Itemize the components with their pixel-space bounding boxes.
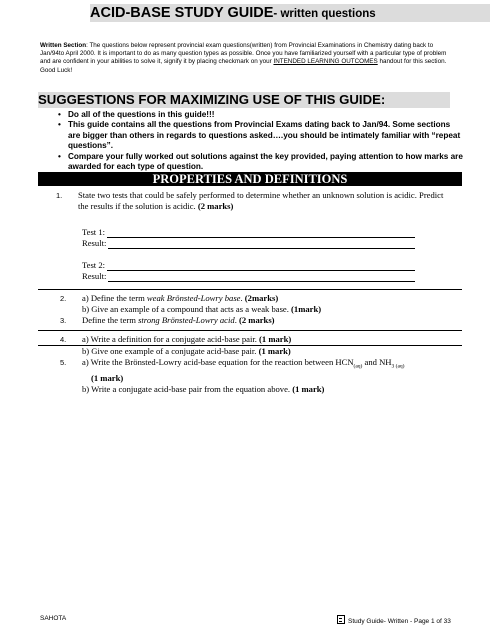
question-4b: b) Give one example of a conjugate acid-base pair. (1 mark) [82, 346, 291, 356]
intro-label: Written Section [40, 42, 87, 49]
result-1-row: Result: [82, 238, 415, 249]
intro-link[interactable]: INTENDED LEARNING OUTCOMES [273, 58, 378, 66]
page-title [90, 4, 490, 22]
list-item: • This guide contains all the questions from Provincial Exams dating back to Jan/94. Some sections are bigger than others in regards to questions asked….you should be intimately familiar with “repeat questions”. [58, 120, 461, 151]
question-3: 3. Define the term strong Brönsted-Lowry acid. (2 marks) [60, 315, 275, 325]
question-1-text: State two tests that could be safely performed to determine whether an unknown solution is acidic. Predict the results if the solution is acidic. [78, 190, 444, 211]
intro-text-1: : The questions below represent provincial exam questions(written) from Provincial Examinations in Chemistry dating back to Jan/94to April 2000. It is important to do as many question types as possible. Once you have familiarized yourself with a particular type of problem and are confident in your abilities to solve it, signify it by placing checkmark on your [40, 42, 447, 66]
question-number: 2. [60, 294, 67, 303]
suggestions-list [58, 110, 463, 172]
document-icon [337, 615, 345, 624]
question-1-marks: (2 marks) [197, 201, 234, 211]
result-1-answer-line[interactable] [108, 240, 415, 249]
test-1-row: Test 1: [82, 227, 415, 238]
question-4: 4. a) Write a definition for a conjugate acid-base pair. (1 mark) [60, 334, 292, 344]
list-item: • Do all of the questions in this guide!!! [58, 110, 215, 119]
title-main: ACID-BASE STUDY GUIDE [90, 5, 274, 21]
question-number: 4. [60, 335, 67, 344]
bullet-icon: • [58, 151, 61, 161]
footer-page-info: Study Guide- Written - Page 1 of 33 [337, 615, 451, 626]
test-2-row: Test 2: [82, 260, 415, 271]
question-number: 5. [60, 358, 67, 367]
suggestions-title: SUGGESTIONS FOR MAXIMIZING USE OF THIS GUIDE: [38, 92, 450, 108]
question-1 [56, 190, 448, 212]
divider [38, 330, 462, 331]
intro-paragraph [40, 42, 455, 75]
intro-text-2: handout for this section. Good Luck! [40, 58, 447, 74]
question-number: 1. [56, 191, 63, 200]
list-item: • Compare your fully worked out solutions against the key provided, paying attention to how marks are awarded for each type of question. [58, 151, 463, 172]
test-1-answer-line[interactable] [107, 229, 415, 238]
title-sub: - written questions [273, 8, 376, 20]
divider [38, 289, 462, 290]
result-2-answer-line[interactable] [108, 273, 415, 282]
section-title: PROPERTIES AND DEFINITIONS [38, 172, 462, 186]
question-2: 2. a) Define the term weak Brönsted-Lowry base. (2marks) b) Give an example of a compound that acts as a weak base. (1mark) [60, 293, 322, 314]
bullet-icon: • [58, 120, 61, 130]
footer-author: SAHOTA [40, 615, 67, 622]
bullet-icon: • [58, 110, 61, 119]
question-5: 5. a) Write the Brönsted-Lowry acid-base equation for the reaction between $HCN_{(aq)}$ and $NH_{3 (aq)}$ (1 mark) b) Write a conjugate acid-base pair from the equation above. (1 mark) [60, 357, 405, 394]
result-2-row: Result: [82, 271, 415, 282]
question-number: 3. [60, 316, 67, 325]
test-2-answer-line[interactable] [107, 262, 415, 271]
